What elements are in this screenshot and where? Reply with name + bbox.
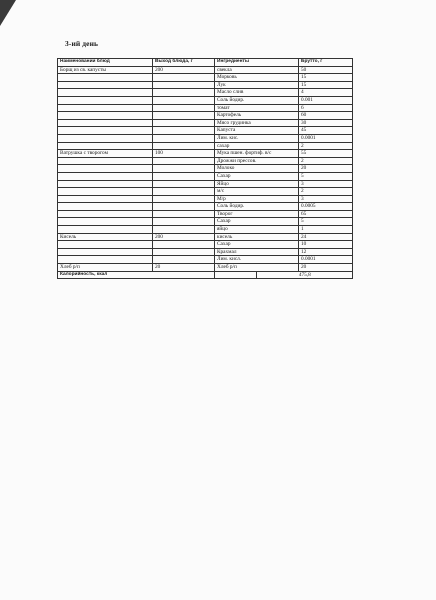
dish-yield-cell [153,203,215,211]
dish-name-cell [58,256,153,264]
ingredient-name: Мука пшен. фортиф. в/с [215,150,299,158]
dish-name-cell [58,241,153,249]
header-ingredients: Ингредиенты [215,59,299,67]
menu-body [58,66,353,271]
ingredient-name: Мясо грудинка [215,119,299,127]
dish-name-cell [58,180,153,188]
ingredient-name: Лим. кис. [215,134,299,142]
ingredient-gross: 4 [299,89,353,97]
ingredient-name: Сахар [215,218,299,226]
total-label: Калорийность, ккал [58,271,215,279]
ingredient-gross: 6 [299,104,353,112]
ingredient-gross: 5 [299,218,353,226]
dish-yield-cell [153,172,215,180]
table-row [58,264,353,272]
table-row [58,172,353,180]
dish-name-cell [58,226,153,234]
dish-name: Ватрушка с творогом [58,150,153,158]
table-row [58,203,353,211]
dish-yield-cell [153,195,215,203]
table-row [58,195,353,203]
table-row [58,256,353,264]
dish-name: Хлеб р/п [58,264,153,272]
ingredient-name: Капуста [215,127,299,135]
dish-name-cell [58,188,153,196]
dish-name-cell [58,134,153,142]
dish-yield-cell [153,127,215,135]
dish-name-cell [58,165,153,173]
dish-yield-cell [153,256,215,264]
table-row [58,142,353,150]
ingredient-gross: 20 [299,165,353,173]
dish-name-cell [58,127,153,135]
table-row [58,165,353,173]
dish-yield: 200 [153,233,215,241]
ingredient-name: Соль йодир. [215,96,299,104]
dish-name-cell [58,157,153,165]
ingredient-gross: 3 [299,195,353,203]
table-row [58,150,353,158]
dish-name-cell [58,210,153,218]
menu-table [57,58,353,279]
dish-yield-cell [153,96,215,104]
dish-yield-cell [153,180,215,188]
dish-yield-cell [153,112,215,120]
dish-yield-cell [153,226,215,234]
dish-name-cell [58,74,153,82]
ingredient-gross: 30 [299,119,353,127]
header-row [58,59,353,67]
ingredient-name: свекла [215,66,299,74]
dish-name-cell [58,172,153,180]
dish-name-cell [58,89,153,97]
dish-name-cell [58,104,153,112]
dish-yield: 200 [153,66,215,74]
ingredient-gross: 0.0005 [299,203,353,211]
header-dish: Наименовании блюд [58,59,153,67]
table-row [58,188,353,196]
dish-yield-cell [153,74,215,82]
dish-name-cell [58,203,153,211]
ingredient-gross: 0.001 [299,96,353,104]
ingredient-name: Масло слив [215,89,299,97]
dish-name: Кисель [58,233,153,241]
ingredient-gross: 15 [299,81,353,89]
ingredient-name: Крахмал [215,248,299,256]
dish-name-cell [58,142,153,150]
ingredient-gross: 45 [299,127,353,135]
ingredient-name: Лук [215,81,299,89]
ingredient-gross: 50 [299,66,353,74]
dish-yield-cell [153,81,215,89]
table-row [58,112,353,120]
ingredient-name: Дрожжи прессов. [215,157,299,165]
ingredient-name: томат [215,104,299,112]
ingredient-name: М/р [215,195,299,203]
dish-yield-cell [153,157,215,165]
ingredient-gross: 55 [299,150,353,158]
table-row [58,104,353,112]
dish-yield-cell [153,241,215,249]
table-row [58,233,353,241]
ingredient-gross: 3 [299,180,353,188]
scan-corner-shadow [0,0,16,26]
ingredient-name: Хлеб р/п [215,264,299,272]
header-yield: Выход блюда, г [153,59,215,67]
table-row [58,210,353,218]
dish-yield-cell [153,165,215,173]
ingredient-gross: 15 [299,74,353,82]
ingredient-gross: 2 [299,188,353,196]
table-row [58,119,353,127]
ingredient-gross: 60 [299,112,353,120]
dish-yield-cell [153,218,215,226]
table-row [58,134,353,142]
ingredient-name: сахар [215,142,299,150]
dish-yield-cell [153,104,215,112]
ingredient-name: м/с [215,188,299,196]
page-title: 3-ий день [65,39,99,48]
dish-name-cell [58,81,153,89]
ingredient-gross: 20 [299,264,353,272]
table-row [58,127,353,135]
ingredient-gross: 1 [299,226,353,234]
ingredient-name: Яйцо [215,180,299,188]
table-row [58,74,353,82]
dish-yield-cell [153,134,215,142]
table-row [58,81,353,89]
table-row [58,241,353,249]
ingredient-gross: 12 [299,248,353,256]
total-row [58,271,353,279]
dish-yield-cell [153,119,215,127]
table-row [58,248,353,256]
ingredient-name: Сахар [215,241,299,249]
dish-yield-cell [153,142,215,150]
dish-yield: 20 [153,264,215,272]
table-row [58,66,353,74]
table-row [58,180,353,188]
dish-name-cell [58,218,153,226]
ingredient-gross: 10 [299,241,353,249]
dish-yield-cell [153,188,215,196]
table-row [58,218,353,226]
ingredient-name: Морковь [215,74,299,82]
ingredient-gross: 5 [299,172,353,180]
total-divider [256,272,257,278]
ingredient-gross: 2 [299,157,353,165]
ingredient-name: яйцо [215,226,299,234]
ingredient-name: Лим. кисл. [215,256,299,264]
dish-name-cell [58,195,153,203]
dish-name: Борщ из св. капусты [58,66,153,74]
ingredient-name: Молоко [215,165,299,173]
dish-yield-cell [153,89,215,97]
ingredient-gross: 2 [299,142,353,150]
total-value: 475,8 [298,271,311,278]
dish-name-cell [58,96,153,104]
ingredient-name: Творог [215,210,299,218]
ingredient-name: кисель [215,233,299,241]
ingredient-gross: 24 [299,233,353,241]
ingredient-name: Соль йодир. [215,203,299,211]
dish-name-cell [58,248,153,256]
table-row [58,89,353,97]
table-row [58,226,353,234]
dish-yield: 100 [153,150,215,158]
total-cell [215,271,353,279]
dish-name-cell [58,112,153,120]
dish-yield-cell [153,248,215,256]
dish-name-cell [58,119,153,127]
ingredient-name: Сахар [215,172,299,180]
table-row [58,96,353,104]
ingredient-name: Картофель [215,112,299,120]
header-gross: Брутто, г [299,59,353,67]
ingredient-gross: 0.0001 [299,134,353,142]
dish-yield-cell [153,210,215,218]
ingredient-gross: 0.0001 [299,256,353,264]
table-row [58,157,353,165]
ingredient-gross: 65 [299,210,353,218]
